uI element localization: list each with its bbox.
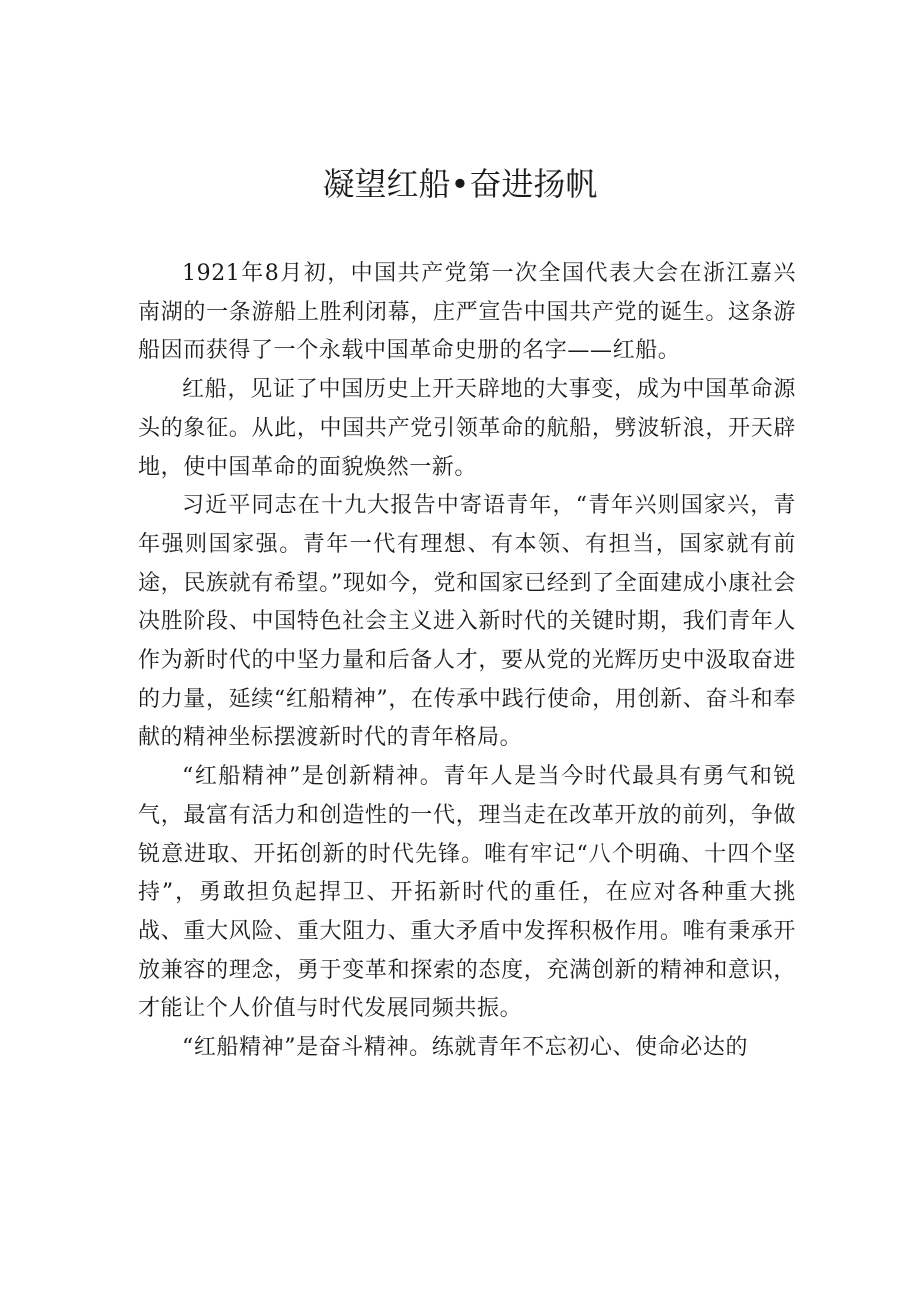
- paragraph-3: 习近平同志在十九大报告中寄语青年，“青年兴则国家兴，青年强则国家强。青年一代有理想、有本领、有担当，国家就有前途，民族就有希望。”现如今，党和国家已经到了全面建成小康社会决胜阶段、中国特色社会主义进入新时代的关键时期，我们青年人作为新时代的中坚力量和后备人才，要从党的光辉历史中汲取奋进的力量，延续“红船精神”，在传承中践行使命，用创新、奋斗和奉献的精神坐标摆渡新时代的青年格局。: [138, 493, 796, 751]
- paragraph-4: “红船精神”是创新精神。青年人是当今时代最具有勇气和锐气，最富有活力和创造性的一代，理当走在改革开放的前列，争做锐意进取、开拓创新的时代先锋。唯有牢记“八个明确、十四个坚持”，勇敢担负起捍卫、开拓新时代的重任，在应对各种重大挑战、重大风险、重大阻力、重大矛盾中发挥积极作用。唯有秉承开放兼容的理念，勇于变革和探索的态度，充满创新的精神和意识，才能让个人价值与时代发展同频共振。: [138, 764, 796, 1022]
- document-title: 凝望红船•奋进扬帆: [322, 165, 598, 203]
- paragraph-1: 1921年8月初，中国共产党第一次全国代表大会在浙江嘉兴南湖的一条游船上胜利闭幕，庄严宣告中国共产党的诞生。这条游船因而获得了一个永载中国革命史册的名字——红船。: [138, 261, 796, 364]
- paragraph-5: “红船精神”是奋斗精神。练就青年不忘初心、使命必达的: [182, 1035, 749, 1061]
- document-body: [138, 255, 796, 1068]
- paragraph-2: 红船，见证了中国历史上开天辟地的大事变，成为中国革命源头的象征。从此，中国共产党引领革命的航船，劈波斩浪，开天辟地，使中国革命的面貌焕然一新。: [138, 377, 796, 480]
